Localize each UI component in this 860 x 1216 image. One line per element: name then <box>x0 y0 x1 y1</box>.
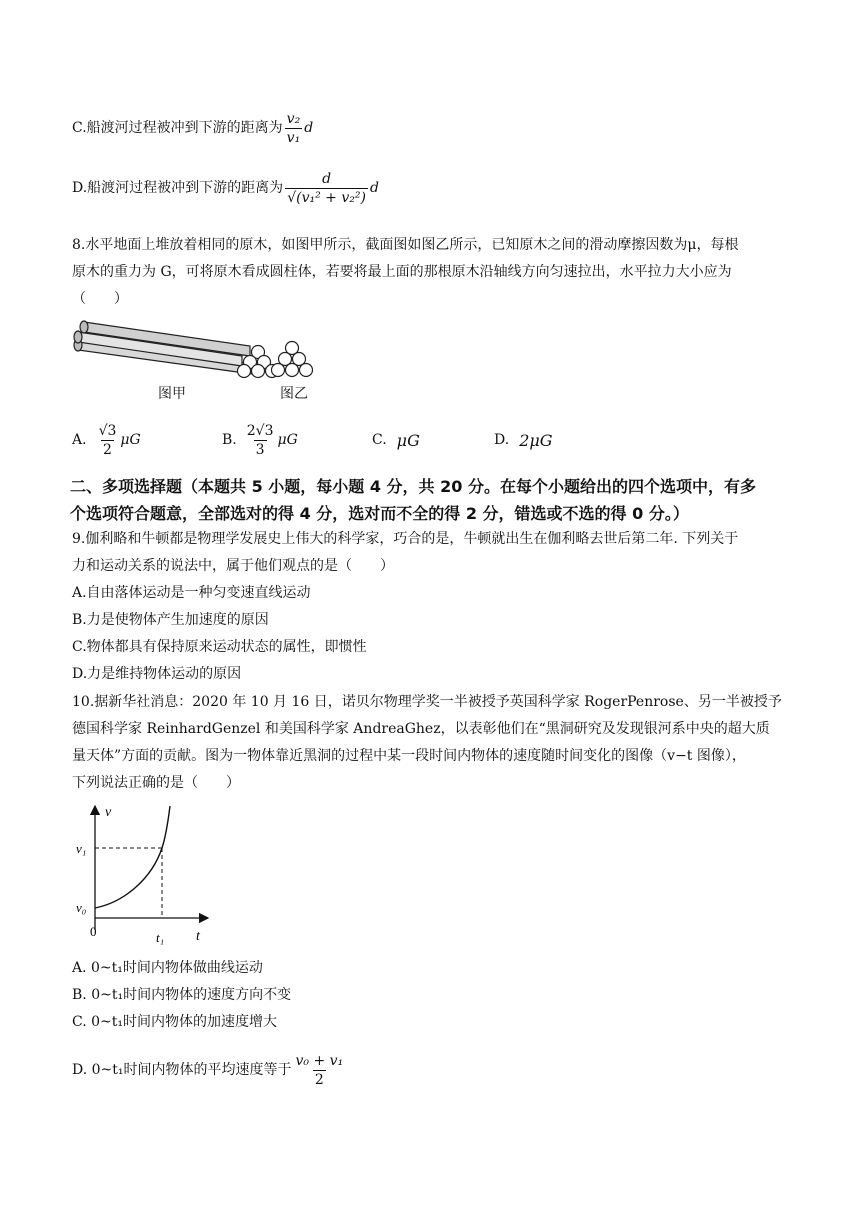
q10-stem-line-1: 10.据新华社消息：2020 年 10 月 16 日，诺贝尔物理学奖一半被授予英国科学家 RogerPenrose、另一半被授予 <box>72 694 782 710</box>
q8-stem-line-1: 8.水平地面上堆放着相同的原木，如图甲所示，截面图如图乙所示，已知原木之间的滑动摩擦因数为μ，每根 <box>72 237 739 253</box>
q7-option-c-tail: d <box>304 120 314 136</box>
q10-options <box>72 955 802 1036</box>
q10-option-b: B. 0~t₁时间内物体的速度方向不变 <box>72 987 292 1003</box>
q9-option-c: C.物体都具有保持原来运动状态的属性，即惯性 <box>72 639 367 655</box>
origin-label: 0 <box>90 924 97 939</box>
q7-option-c-text: C.船渡河过程被冲到下游的距离为 <box>72 120 283 136</box>
q8-option-b-denominator: 3 <box>255 441 265 458</box>
q7-option-c <box>72 110 802 147</box>
section-2-heading-line-1: 二、多项选择题（本题共 5 小题，每小题 4 分，共 20 分。在每个小题给出的四个选项中，有多 <box>70 477 756 496</box>
q7-option-d-denominator: √(v₁² + v₂²) <box>287 190 366 206</box>
q8-option-b <box>222 422 372 459</box>
q8-figures <box>70 310 330 406</box>
section-2-heading-line-2: 个选项符合题意，全部选对的得 4 分，选对而不全的得 2 分，错选或不选的得 0 分。） <box>70 504 689 523</box>
q10-option-d-fraction <box>294 1052 346 1089</box>
q8-option-b-numerator: 2√3 <box>246 422 274 439</box>
t-axis-label: t <box>196 929 200 944</box>
q8-options <box>72 420 802 460</box>
q10-stem-line-4: 下列说法正确的是（ ） <box>72 775 240 791</box>
q8-option-c-value: μG <box>396 430 420 450</box>
q8-option-a-label: A. <box>72 431 87 448</box>
v0-label: v₀ <box>76 900 87 915</box>
q10-option-a: A. 0~t₁时间内物体做曲线运动 <box>72 960 263 976</box>
v-axis-label: v <box>105 805 112 820</box>
q10-stem-line-3: 量天体”方面的贡献。图为一物体靠近黑洞的过程中某一段时间内物体的速度随时间变化的图像（v−t 图像）， <box>72 748 746 764</box>
q8-option-a-tail: μG <box>120 431 141 448</box>
q7-option-d-tail: d <box>369 180 379 196</box>
q10-option-d-numerator: v₀ + v₁ <box>295 1053 344 1069</box>
q8-option-b-fraction <box>245 422 276 459</box>
log-pile-illustration <box>74 321 279 378</box>
q8-option-d-value: 2μG <box>519 430 553 450</box>
q10-option-d <box>72 1052 802 1089</box>
q8-option-a-denominator: 2 <box>103 441 112 458</box>
q8-option-a <box>72 422 222 459</box>
q7-option-d <box>72 170 802 207</box>
q9-stem-line-1: 9.伽利略和牛顿都是物理学发展史上伟大的科学家，巧合的是，牛顿就出生在伽利略去世后第二年. 下列关于 <box>72 531 739 547</box>
q7-option-d-fraction <box>285 170 368 207</box>
q7-option-c-denominator: v₁ <box>286 130 301 146</box>
q10-stem <box>72 689 802 797</box>
q10-vt-graph <box>70 800 220 950</box>
q8-stem-line-2: 原木的重力为 G，可将原木看成圆柱体，若要将最上面的那根原木沿轴线方向匀速拉出，水平拉力大小应为 <box>72 264 732 280</box>
q8-option-d-label: D. <box>494 431 510 448</box>
q9-option-a: A.自由落体运动是一种匀变速直线运动 <box>72 585 311 601</box>
q8-option-b-label: B. <box>222 431 237 448</box>
q10-option-d-text: D. 0~t₁时间内物体的平均速度等于 <box>72 1062 292 1078</box>
q8-stem <box>72 232 802 313</box>
q9-option-d: D.力是维持物体运动的原因 <box>72 666 242 682</box>
q8-option-a-numerator: √3 <box>98 422 117 439</box>
q9-option-b: B.力是使物体产生加速度的原因 <box>72 612 269 628</box>
velocity-curve <box>95 806 170 908</box>
q7-option-d-numerator: d <box>322 171 332 187</box>
t1-label: t₁ <box>156 930 165 945</box>
q10-stem-line-2: 德国科学家 ReinhardGenzel 和美国科学家 AndreaGhez，以表彰他们在“黑洞研究及发现银河系中央的超大质 <box>72 721 770 737</box>
q8-option-a-fraction <box>97 422 119 459</box>
fig-yi-label: 图乙 <box>280 387 308 402</box>
section-2-heading <box>70 473 800 527</box>
q7-option-d-text: D.船渡河过程被冲到下游的距离为 <box>72 180 284 196</box>
q10-option-c: C. 0~t₁时间内物体的加速度增大 <box>72 1014 277 1030</box>
q7-option-c-numerator: v₂ <box>286 111 301 127</box>
q8-stem-line-3: （ ） <box>72 291 128 307</box>
q9 <box>72 526 802 688</box>
q8-option-d <box>494 427 644 454</box>
fig-jia-label: 图甲 <box>158 387 186 402</box>
q8-option-b-tail: μG <box>277 431 298 448</box>
q10-option-d-denominator: 2 <box>314 1072 324 1088</box>
q7-option-c-fraction <box>285 110 303 147</box>
log-cross-section-illustration <box>272 342 313 377</box>
q8-option-c <box>372 427 494 454</box>
v1-label: v₁ <box>76 841 87 856</box>
q8-option-c-label: C. <box>372 431 387 448</box>
q9-stem-line-2: 力和运动关系的说法中，属于他们观点的是（ ） <box>72 558 394 574</box>
